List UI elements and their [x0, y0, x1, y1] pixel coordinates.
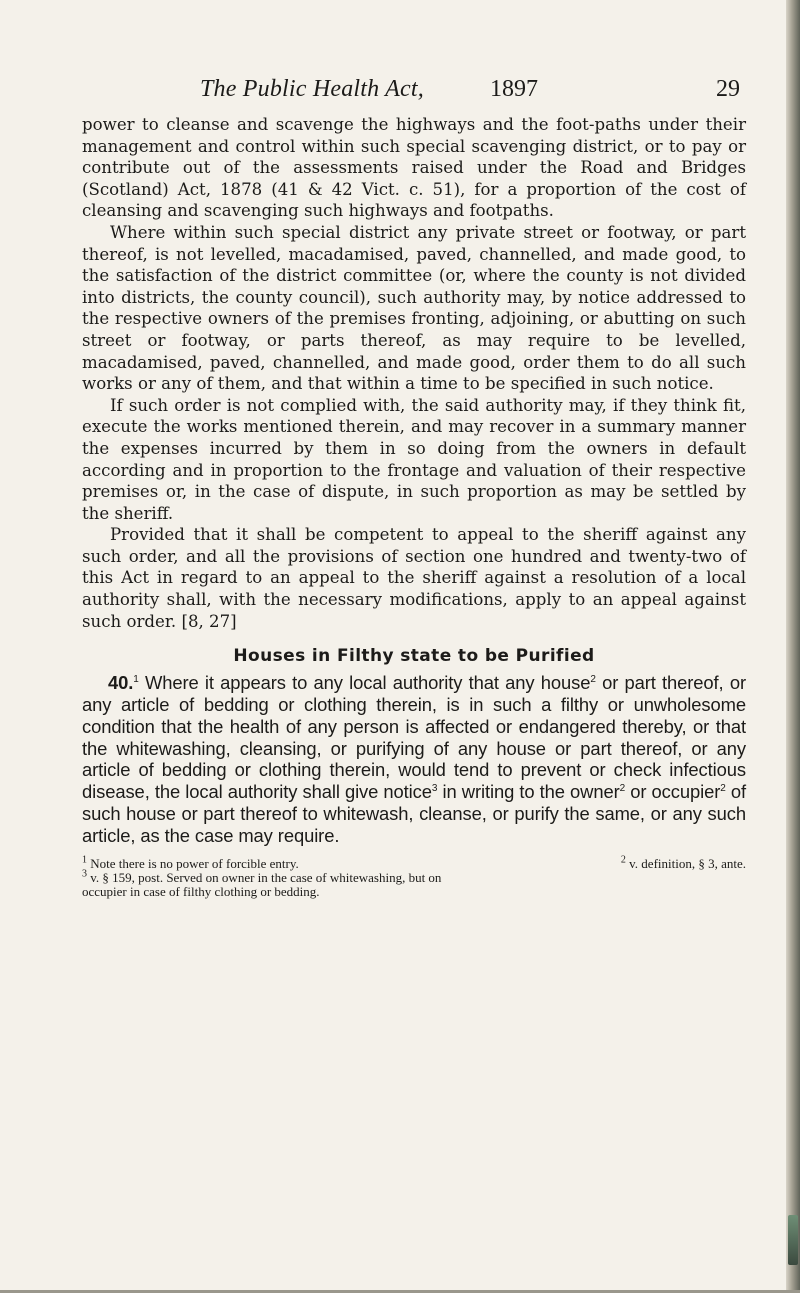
footnote-row-1	[82, 854, 746, 871]
footnote-3-mark: 3	[82, 868, 87, 880]
footnote-2	[620, 854, 746, 871]
paragraph-continuation: power to cleanse and scavenge the highways and the foot-paths under their management and control within such special scavenging district, or to pay or contribute out of the assessments raised under the Road and Bridges (Scotland) Act, 1878 (41 & 42 Vict. c. 51), for a proportion of the cost of cleansing and scavenging such highways and footpaths.	[82, 115, 746, 221]
footnote-2-text: v. definition, § 3, ante.	[629, 855, 746, 871]
footnote-3-text: v. § 159, post. Served on owner in the case of whitewashing, but on	[90, 869, 442, 885]
section-40-text-4: or occupier	[630, 781, 721, 803]
footnote-ref-2c: 2	[720, 783, 726, 795]
running-header	[200, 76, 740, 106]
page-edge-shadow	[786, 0, 800, 1293]
section-heading: Houses in Filthy state to be Purified	[233, 646, 595, 667]
running-title: The Public Health Act,	[200, 76, 424, 102]
footnote-ref-1: 1	[133, 674, 139, 686]
section-40-text-3: in writing to the owner	[442, 781, 620, 803]
section-40-text-1: Where it appears to any local authority that any house	[144, 672, 591, 694]
section-40-paragraph	[82, 672, 746, 846]
footnote-ref-2b: 2	[619, 783, 626, 795]
paragraph-default-works: If such order is not complied with, the said authority may, if they think fit, execute the works mentioned therein, and may recover in a summary manner the expenses incurred by them in so doing from the owners in default according and in proportion to the frontage and valuation of their respective premises or, in the case of dispute, in such proportion as may be settled by the sheriff.	[82, 395, 746, 523]
section-40-text-5: of such house or part thereof to whitewash, cleanse, or purify the same, or any such article, as the case may require.	[82, 781, 746, 846]
paragraph-private-streets: Where within such special district any private street or footway, or part thereof, is not levelled, macadamised, paved, channelled, and made good, to the satisfaction of the district committee (or, where the county is not divided into districts, the county council), such authority may, by notice addressed to the respective owners of the premises fronting, adjoining, or abutting on such street or footway, or parts thereof, as may require to be levelled, macadamised, paved, channelled, and made good, order them to do all such works or any of them, and that within a time to be specified in such notice.	[82, 222, 746, 394]
body-text	[82, 114, 746, 899]
footnote-2-mark: 2	[620, 854, 626, 866]
paragraph-appeal-proviso: Provided that it shall be competent to appeal to the sheriff against any such order, and all the provisions of section one hundred and twenty-two of this Act in regard to an appeal to the sheriff against a resolution of a local authority shall, with the necessary modifications, apply to an appeal against such order. [8, 27]	[82, 525, 746, 631]
page-edge-tab	[788, 1215, 798, 1265]
footnote-3	[82, 868, 746, 885]
running-year: 1897	[490, 76, 538, 102]
section-40-text-2: or part thereof, or any article of bedding or clothing therein, is in such a filthy or unwholesome condition that the health of any person is affected or endangered thereby, or that the whitewashing, cleansing, or purifying of any house or part thereof, or any article of bedding or clothing therein, would tend to prevent or check infectious disease, the local authority shall give notice	[82, 672, 746, 803]
section-number: 40.	[108, 672, 134, 694]
footnote-3-continuation: occupier in case of filthy clothing or bedding.	[82, 883, 320, 899]
footnote-1-text: Note there is no power of forcible entry.	[90, 855, 299, 871]
page-number: 29	[716, 76, 740, 102]
footnote-1-mark: 1	[82, 854, 87, 866]
footnote-1	[82, 854, 299, 871]
footnote-ref-2: 2	[590, 674, 596, 686]
footnotes	[82, 854, 746, 899]
footnote-ref-3: 3	[431, 783, 438, 795]
